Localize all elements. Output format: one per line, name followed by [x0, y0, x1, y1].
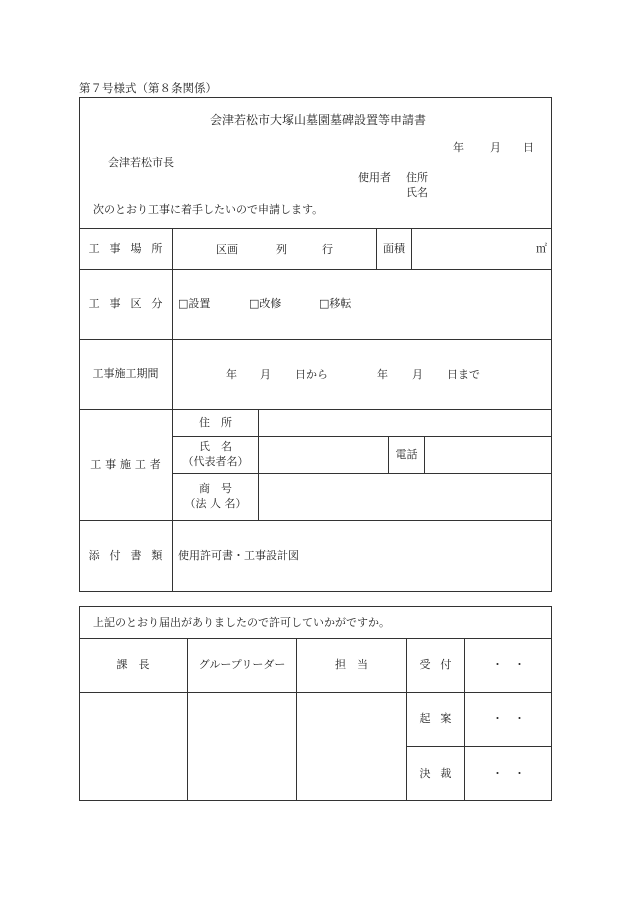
option-repair-checkbox[interactable]: □改修 [249, 297, 282, 310]
period-label: 工事施工期間 [92, 367, 159, 381]
approval-note: 上記のとおり届出がありましたので許可していかがですか。 [93, 616, 390, 629]
header-staff: 担 当 [335, 658, 368, 672]
stamp-decision-label: 決裁 [419, 766, 462, 780]
trade-name-label [173, 474, 258, 520]
stamp-received-label: 受付 [419, 658, 462, 672]
period-year-start: 年 [226, 368, 237, 381]
option-relocate-checkbox[interactable]: □移転 [319, 297, 352, 310]
header-group-leader: グループリーダー [198, 658, 286, 672]
category-label: 工事区分 [88, 297, 173, 311]
period-from: 日から [295, 368, 328, 381]
divider [411, 228, 412, 269]
addressee: 会津若松市長 [108, 156, 174, 169]
area-label: 面積 [383, 241, 405, 255]
date-month: 月 [490, 141, 501, 154]
period-until: 日まで [447, 368, 480, 381]
request-text: 次のとおり工事に着手したいので申請します。 [93, 203, 324, 216]
form-number: 第７号様式（第８条関係） [79, 81, 217, 95]
divider [424, 436, 425, 473]
contractor-label: 工事施工者 [90, 457, 165, 471]
date-year: 年 [453, 141, 464, 154]
period-month-start: 月 [260, 368, 271, 381]
divider [258, 409, 259, 520]
contractor-name-label [173, 437, 258, 473]
phone-label: 電話 [395, 447, 418, 461]
contractor-address-label: 住 所 [199, 415, 232, 429]
attachments-label: 添付書類 [88, 548, 173, 562]
location-column: 列 [276, 243, 287, 256]
date-day: 日 [523, 141, 534, 154]
location-label: 工事場所 [88, 241, 173, 255]
trade-name-text: 商 号 [199, 482, 232, 496]
area-unit: ㎡ [536, 242, 547, 255]
stamp-received-date: ・ ・ [492, 658, 525, 672]
contractor-name-text: 氏 名 [199, 440, 232, 454]
applicant-address-label: 住所 [406, 171, 428, 184]
stamp-decision-date: ・ ・ [492, 766, 525, 780]
trade-name-sub: （法 人 名） [184, 497, 247, 510]
stamp-draft-date: ・ ・ [492, 712, 525, 726]
option-install-checkbox[interactable]: □設置 [178, 297, 211, 310]
stamp-draft-label: 起案 [419, 712, 462, 726]
header-section-chief: 課 長 [116, 658, 150, 672]
form-title: 会津若松市大塚山墓園墓碑設置等申請書 [210, 113, 427, 127]
applicant-user-label: 使用者 [358, 171, 391, 184]
period-month-end: 月 [412, 368, 423, 381]
contractor-name-sub: （代表者名） [182, 455, 249, 468]
applicant-name-label: 氏名 [406, 186, 428, 199]
location-line: 行 [322, 243, 333, 256]
attachments-value: 使用許可書・工事設計図 [178, 549, 299, 562]
location-ward: 区画 [216, 243, 238, 256]
period-year-end: 年 [377, 368, 388, 381]
